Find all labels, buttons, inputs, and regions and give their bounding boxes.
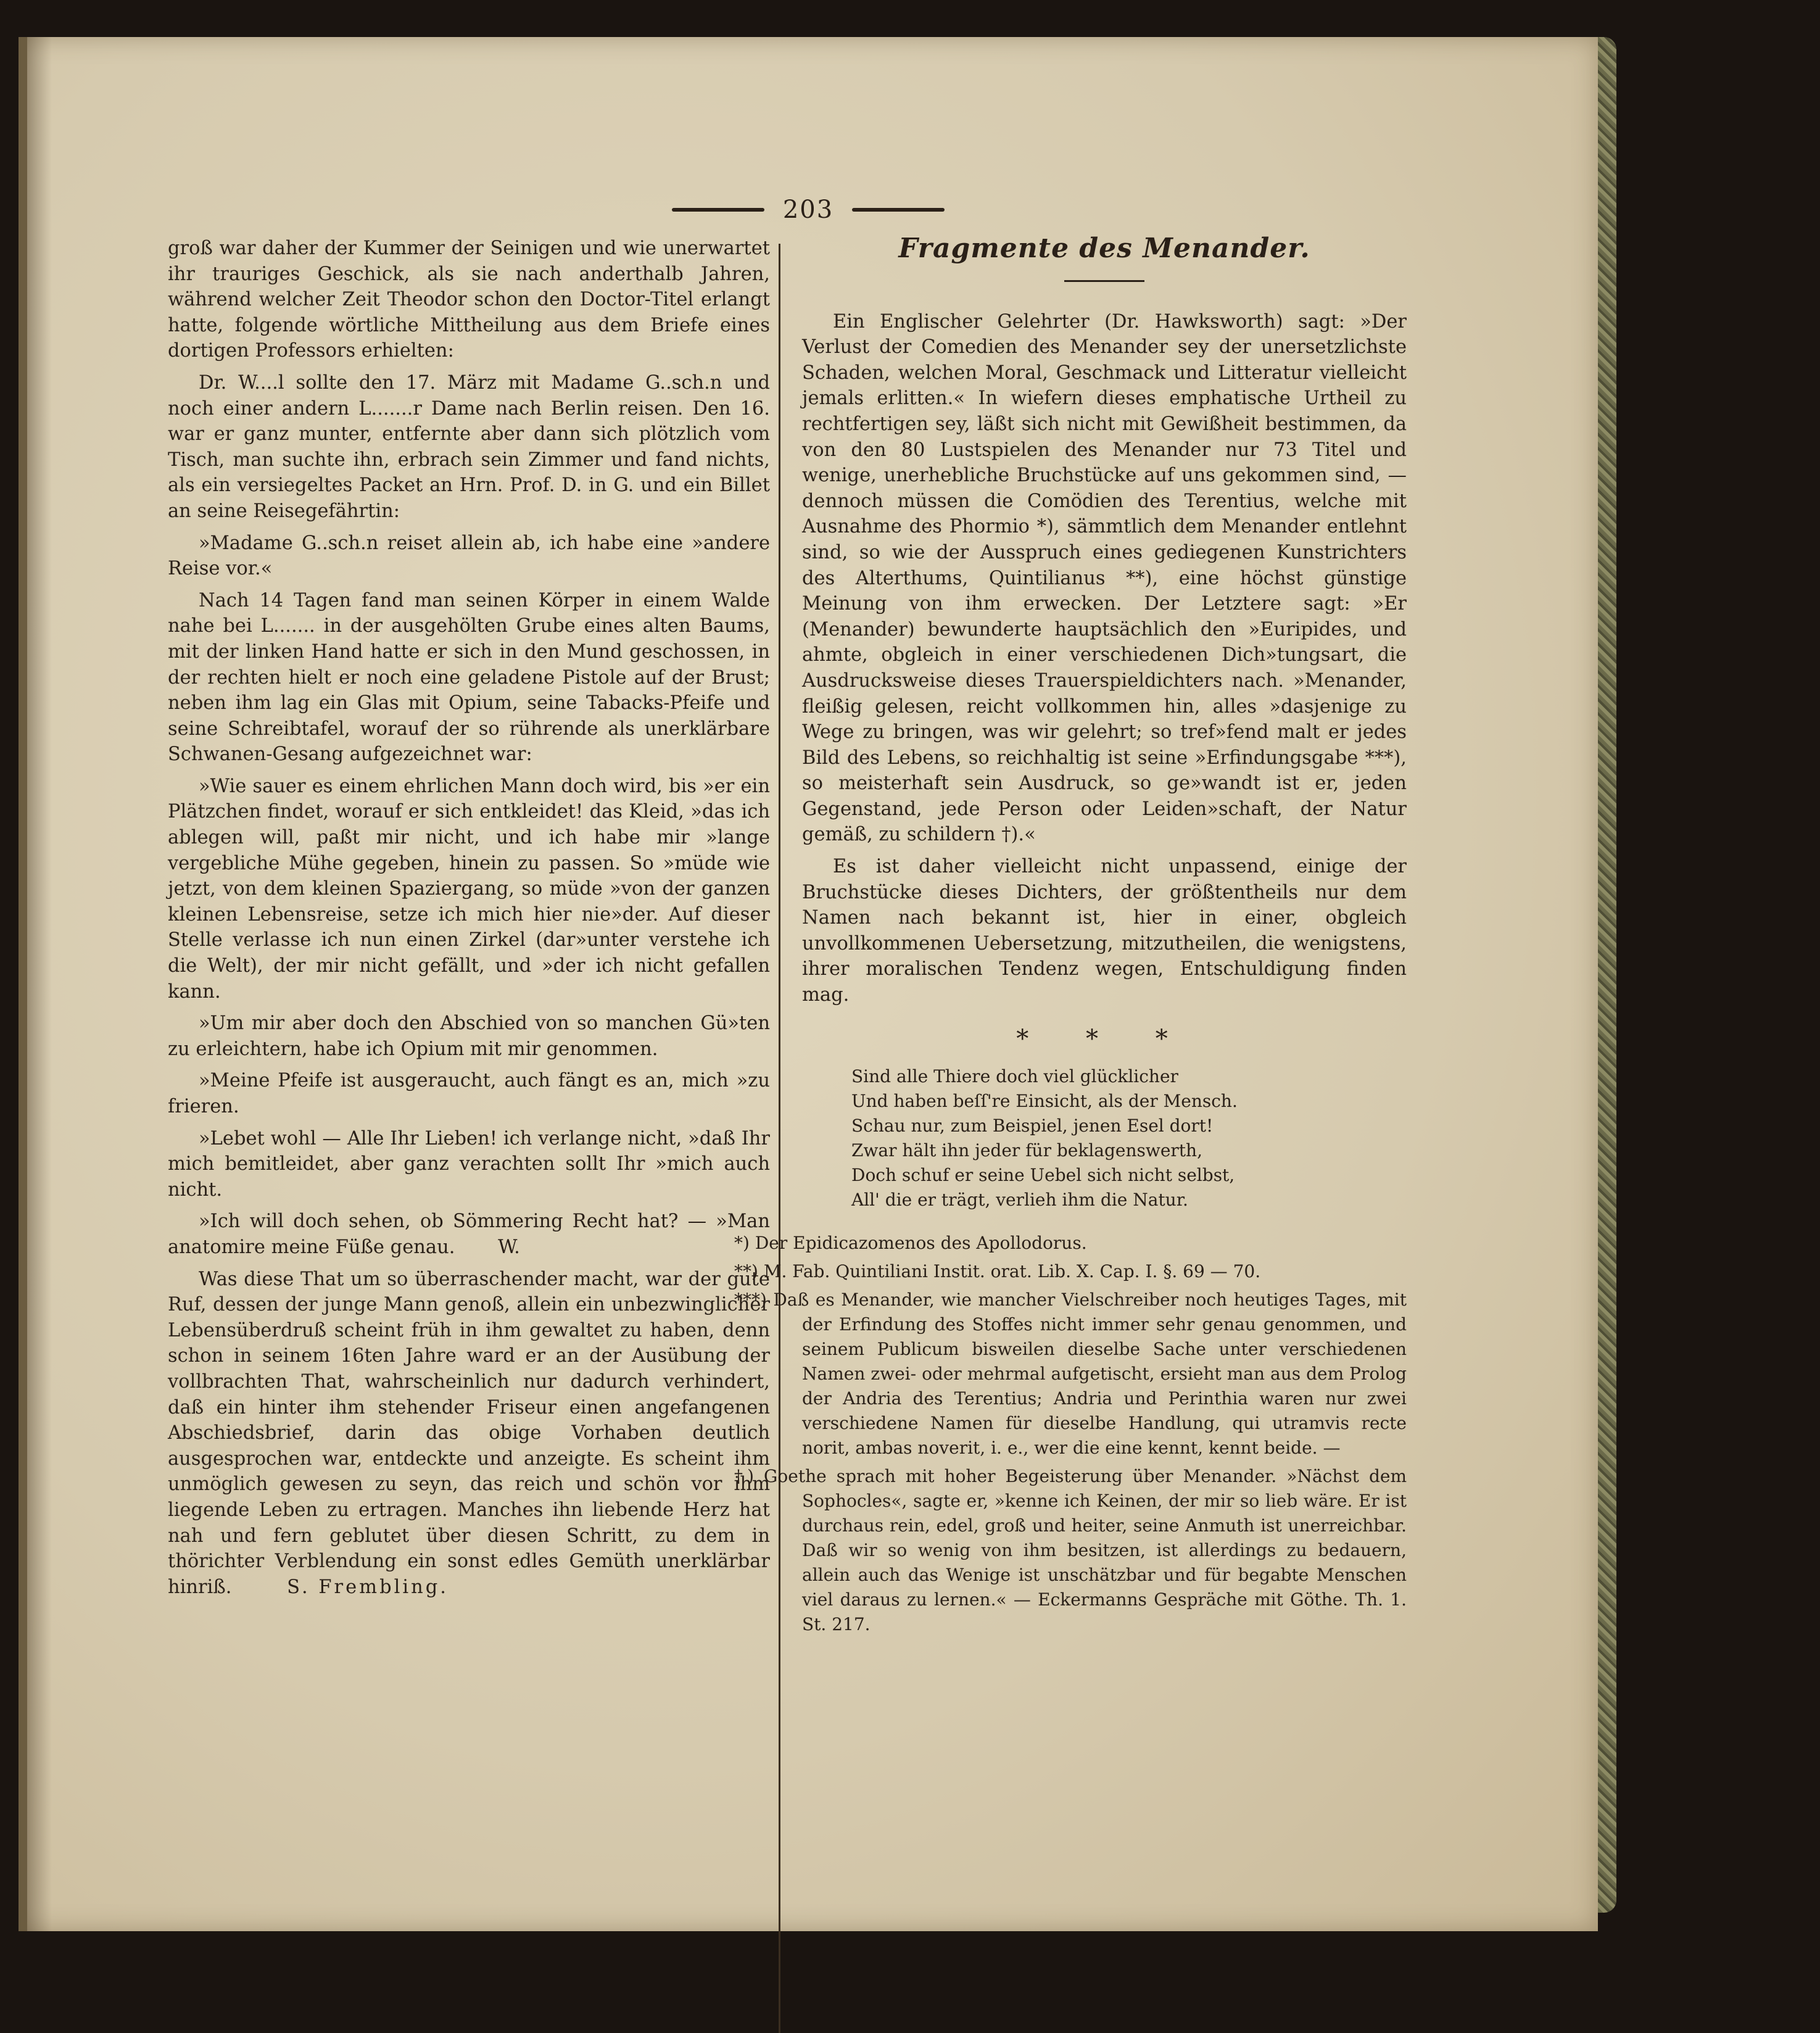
section-stars: * * *	[1016, 1024, 1193, 1053]
title-rule	[1064, 280, 1144, 282]
footnote-4: †) Goethe sprach mit hoher Begeisterung über Menander. »Nächst dem Sophocles«, sagte er, »kenne ich Keinen, der mir so lieb wäre. Er ist durchaus rein, edel, groß und heiter, seine Anmuth ist unerreichbar. Daß wir so wenig von ihm besitzen, ist allerdings zu bedauern, allein auch das Wenige ist unschätzbar und für begabte Menschen viel daraus zu lernen.« — Eckermanns Gespräche mit Göthe. Th. 1. St. 217.	[734, 1466, 1407, 1635]
footnote-2: **) M. Fab. Quintiliani Instit. orat. Lib. X. Cap. I. §. 69 — 70.	[734, 1261, 1261, 1282]
right-paragraph-2: Es ist daher vielleicht nicht unpassend, einige der Bruchstücke dieses Dichters, der größtentheils nur dem Namen nach bekannt ist, hier in einer, obgleich unvollkommenen Uebersetzung, mitzutheilen, die wenigstens, ihrer moralischen Tendenz wegen, Entschuldigung finden mag.	[802, 856, 1407, 1006]
footnote-1: *) Der Epidicazomenos des Apollodorus.	[734, 1233, 1087, 1254]
poem-line: Doch schuf er seine Uebel sich nicht selbst,	[851, 1165, 1235, 1186]
poem-line: Und haben beſſ're Einsicht, als der Mensch.	[851, 1091, 1238, 1112]
page-number: 203	[782, 196, 834, 224]
left-paragraph-9-text: »Ich will doch sehen, ob Sömmering Recht hat? — »Man anatomire meine Füße genau.	[168, 1211, 770, 1258]
left-paragraph-10	[168, 1267, 770, 1600]
poem-line: Sind alle Thiere doch viel glücklicher	[851, 1066, 1178, 1087]
left-paragraph-3: »Madame G..sch.n reiset allein ab, ich habe eine »andere Reise vor.«	[168, 532, 770, 580]
book-spine	[19, 37, 27, 1931]
header-rule-left	[672, 208, 764, 212]
column-divider	[779, 244, 780, 2033]
left-paragraph-4: Nach 14 Tagen fand man seinen Körper in einem Walde nahe bei L....... in der ausgehölten Grube eines alten Baums, mit der linken Hand hatte er sich in den Mund geschossen, in der rechten hielt er noch eine geladene Pistole auf der Brust; neben ihm lag ein Glas mit Opium, seine Tabacks-Pfeife und seine Schreibtafel, worauf der so rührende als unerklärbare Schwanen-Gesang aufgezeichnet war:	[168, 589, 770, 766]
right-paragraph-1: Ein Englischer Gelehrter (Dr. Hawksworth) sagt: »Der Verlust der Comedien des Menander sey der unersetzlichste Schaden, welchen Moral, Geschmack und Litteratur vielleicht jemals erlitten.« In wiefern dieses emphatische Urtheil zu rechtfertigen sey, läßt sich nicht mit Gewißheit bestimmen, da von den 80 Lustspielen des Menander nur 73 Titel und wenige, unerhebliche Bruchstücke auf uns gekommen sind, — dennoch müssen die Comödien des Terentius, welche mit Ausnahme des Phormio *), sämmtlich dem Menander entlehnt sind, so wie der Ausspruch eines gediegenen Kunstrichters des Alterthums, Quintilianus **), eine höchst günstige Meinung von ihm erwecken. Der Letztere sagt: »Er (Menander) bewunderte hauptsächlich den »Euripides, und ahmte, obgleich in einer verschiedenen Dich»tungsart, die Ausdrucksweise dieses Trauerspieldichters nach. »Menander, fleißig gelesen, reicht vollkommen hin, alles »dasjenige zu Wege zu bringen, was wir gelehrt; so tref»fend malt er jedes Bild des Lebens, so reichhaltig ist seine »Erfindungsgabe ***), so meisterhaft sein Ausdruck, so ge»wandt ist er, jeden Gegenstand, jede Person oder Leiden»schaft, der Natur gemäß, zu schildern †).«	[802, 310, 1407, 846]
author-signature: S. Frembling.	[287, 1576, 449, 1598]
poem	[851, 1064, 1407, 1212]
left-paragraph-6: »Um mir aber doch den Abschied von so manchen Gü»ten zu erleichtern, habe ich Opium mit mir genommen.	[168, 1012, 770, 1060]
left-column	[168, 236, 770, 1600]
page-header	[617, 191, 999, 228]
left-paragraph-8: »Lebet wohl — Alle Ihr Lieben! ich verlange nicht, »daß Ihr mich bemitleidet, aber ganz verachten sollt Ihr »mich auch nicht.	[168, 1127, 770, 1201]
poem-line: Zwar hält ihn jeder für beklagenswerth,	[851, 1140, 1202, 1161]
poem-line: All' die er trägt, verlieh ihm die Natur.	[851, 1190, 1188, 1211]
left-paragraph-7: »Meine Pfeife ist ausgeraucht, auch fängt es an, mich »zu frieren.	[168, 1070, 770, 1117]
article-title: Fragmente des Menander.	[898, 233, 1310, 264]
left-paragraph-5: »Wie sauer es einem ehrlichen Mann doch wird, bis »er ein Plätzchen findet, worauf er sich entkleidet! das Kleid, »das ich ablegen will, paßt mir nicht, und ich habe mir »lange vergebliche Mühe gegeben, hinein zu passen. So »müde wie jetzt, von dem kleinen Spaziergang, so müde »von der ganzen kleinen Lebensreise, setze ich mich hier nie»der. Auf dieser Stelle verlasse ich nun einen Zirkel (dar»unter verstehe ich die Welt), der mir nicht gefällt, und »der ich nicht gefallen kann.	[168, 775, 770, 1003]
gutter-shadow	[27, 37, 52, 1931]
letter-signature: W.	[498, 1236, 520, 1258]
left-paragraph-9	[168, 1209, 770, 1260]
left-paragraph-1: groß war daher der Kummer der Seinigen und wie unerwartet ihr trauriges Geschick, als sie nach anderthalb Jahren, während welcher Zeit Theodor schon den Doctor-Titel erlangt hatte, folgende wörtliche Mittheilung aus dem Briefe eines dortigen Professors erhielten:	[168, 238, 770, 362]
right-column	[734, 233, 1407, 1637]
left-paragraph-2: Dr. W....l sollte den 17. März mit Madame G..sch.n und noch einer andern L.......r Dame nach Berlin reisen. Den 16. war er ganz munter, entfernte aber dann sich plötzlich vom Tisch, man suchte ihn, erbrach sein Zimmer und fand nichts, als ein versiegeltes Packet an Hrn. Prof. D. in G. und ein Billet an seine Reisegefährtin:	[168, 371, 770, 522]
footnote-3: ***) Daß es Menander, wie mancher Vielschreiber noch heutiges Tages, mit der Erfindung des Stoffes nicht immer sehr genau genommen, und seinem Publicum bisweilen dieselbe Sache unter verschiedenen Namen zwei- oder mehrmal aufgetischt, ersieht man aus dem Prolog der Andria des Terentius; Andria und Perinthia waren nur zwei verschiedene Namen für dieselbe Handlung, qui utramvis recte norit, ambas noverit, i. e., wer die eine kennt, kennt beide. —	[734, 1290, 1407, 1459]
header-rule-right	[852, 208, 945, 212]
left-paragraph-10-text: Was diese That um so überraschender macht, war der gute Ruf, dessen der junge Mann genoß, allein ein unbezwinglicher Lebensüberdruß scheint früh in ihm gewaltet zu haben, denn schon in seinem 16ten Jahre ward er an der Ausübung der vollbrachten That, wahrscheinlich nur dadurch verhindert, daß ein hinter ihm stehender Friseur einen angefangenen Abschiedsbrief, darin das obige Vorhaben deutlich ausgesprochen war, entdeckte und anzeigte. Es scheint ihm unmöglich gewesen zu seyn, das reich und schön vor ihm liegende Leben zu ertragen. Manches ihn liebende Herz hat nah und fern geblutet über diesen Schritt, zu dem in thörichter Verblendung ein sonst edles Gemüth unerklärbar hinriß.	[168, 1268, 770, 1598]
poem-line: Schau nur, zum Beispiel, jenen Esel dort!	[851, 1116, 1214, 1137]
